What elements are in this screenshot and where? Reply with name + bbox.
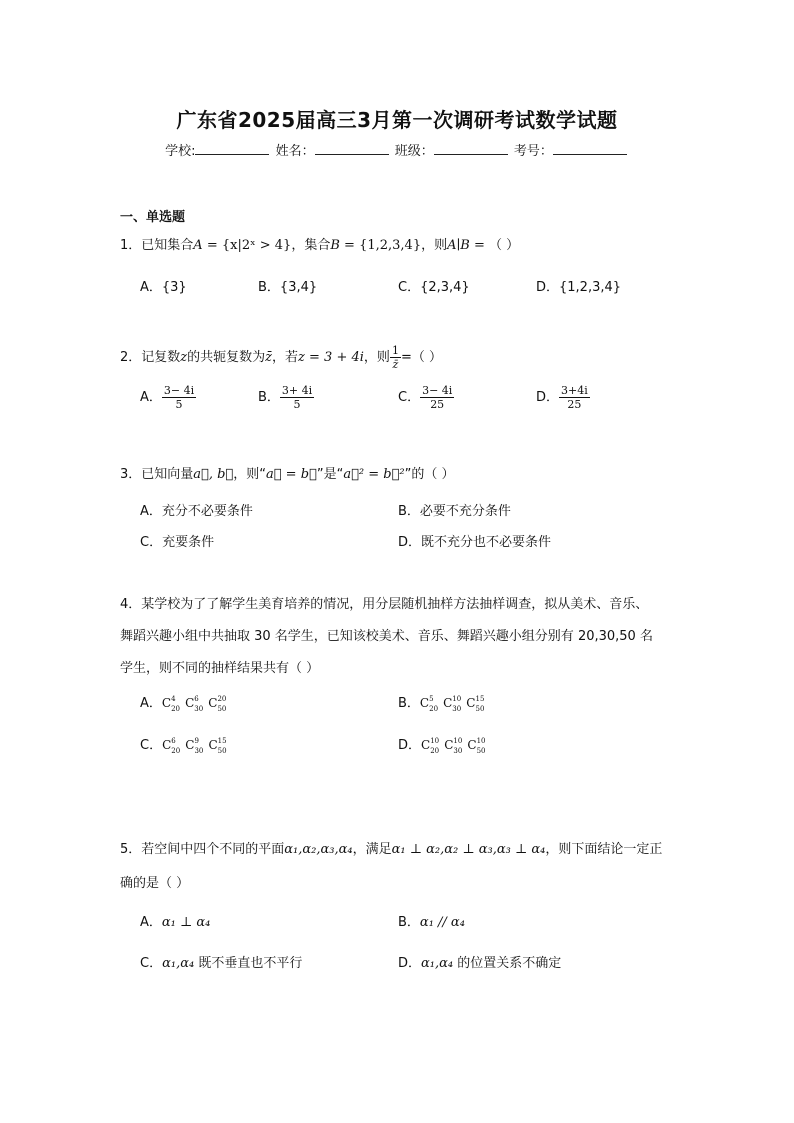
option-d[interactable]: D．{1,2,3,4}: [536, 280, 622, 295]
option-c[interactable]: C．充要条件: [140, 535, 215, 550]
student-info-line: [0, 140, 794, 159]
math-expr: z: [180, 350, 188, 365]
fraction: $\frac{3+ 4i}{5}$: [281, 384, 313, 411]
option-c[interactable]: C． $\frac{3- 4i}{25}$: [398, 384, 453, 411]
question-text: ，若: [272, 350, 299, 365]
option-c[interactable]: C．{2,3,4}: [398, 280, 470, 295]
math-expr: A: [193, 238, 203, 253]
math-expr: a⃗² = b⃗²: [343, 467, 405, 482]
option-a[interactable]: A．{3}: [140, 280, 187, 295]
name-blank[interactable]: [315, 142, 389, 155]
fraction: $\frac{3- 4i}{25}$: [422, 384, 453, 411]
question-number: 2．: [120, 350, 142, 365]
math-expr: z = 3 + 4i: [298, 350, 364, 365]
option-b[interactable]: B．α₁ // α₄: [398, 915, 465, 930]
math-expr: α₁,α₂,α₃,α₄: [284, 842, 353, 857]
question-text: ，则下面结论一定正: [545, 842, 663, 857]
class-blank[interactable]: [434, 142, 508, 155]
question-text: （ ）: [489, 238, 520, 253]
section-heading: 一、单选题: [120, 210, 186, 225]
school-blank[interactable]: [195, 142, 269, 155]
name-label: 姓名：: [275, 144, 315, 159]
option-d[interactable]: D．C 10 20 C 10 30 C 10 50: [398, 736, 486, 755]
school-label: 学校:: [165, 144, 196, 159]
question-text: 记复数: [141, 350, 181, 365]
question-number: 1．: [120, 238, 142, 253]
option-d[interactable]: D．既不充分也不必要条件: [398, 535, 552, 550]
option-a[interactable]: A．充分不必要条件: [140, 504, 253, 519]
question-text: 5．若空间中四个不同的平面: [120, 842, 285, 857]
question-text: 已知集合: [141, 238, 194, 253]
math-expr: {x|2ˣ > 4}: [221, 238, 292, 253]
class-label: 班级：: [394, 144, 434, 159]
option-b[interactable]: B．必要不充分条件: [398, 504, 511, 519]
question-4-line-3: 学生，则不同的抽样结果共有（ ）: [120, 661, 320, 676]
question-text: 已知向量: [141, 467, 194, 482]
math-expr: a⃗, b⃗: [193, 467, 234, 482]
math-expr: α₁ ⊥ α₂,α₂ ⊥ α₃,α₃ ⊥ α₄: [391, 842, 546, 857]
option-a[interactable]: A． $\frac{3- 4i}{5}$: [140, 384, 195, 411]
fraction: $\frac{3+4i}{25}$: [561, 384, 588, 411]
question-text: ，则“: [233, 467, 266, 482]
fraction: $\frac{1}{z̄}$: [391, 344, 399, 371]
option-b[interactable]: B．{3,4}: [258, 280, 318, 295]
option-d[interactable]: D．α₁,α₄ 的位置关系不确定: [398, 956, 562, 971]
option-a[interactable]: A．α₁ ⊥ α₄: [140, 915, 211, 930]
question-1: 1．已知集合A = {x|2ˣ > 4}，集合B = {1,2,3,4}，则A∣B = （ ）: [120, 238, 520, 253]
option-b[interactable]: B． $\frac{3+ 4i}{5}$: [258, 384, 313, 411]
number-blank[interactable]: [553, 142, 627, 155]
option-c[interactable]: C．C 6 20 C 9 30 C 15 50: [140, 736, 227, 755]
question-5-line-2: 确的是（ ）: [120, 876, 190, 891]
question-text: 的共轭复数为: [187, 350, 266, 365]
math-expr: A∣B: [447, 238, 470, 253]
question-4-line-1: 4．某学校为了了解学生美育培养的情况，用分层随机抽样方法抽样调查，拟从美术、音乐、: [120, 597, 649, 612]
fraction: $\frac{3- 4i}{5}$: [163, 384, 195, 411]
math-expr: a⃗ = b⃗: [266, 467, 317, 482]
option-d[interactable]: D． $\frac{3+4i}{25}$: [536, 384, 588, 411]
math-expr: {1,2,3,4}: [359, 238, 422, 253]
question-2: [120, 344, 442, 371]
option-a[interactable]: A．C 4 20 C 6 30 C 20 50: [140, 694, 227, 713]
question-number: 3．: [120, 467, 142, 482]
question-text: ，满足: [352, 842, 392, 857]
question-text: =（ ）: [400, 350, 442, 365]
question-5-line-1: [120, 838, 662, 857]
question-text: ，集合: [291, 238, 331, 253]
question-3: [120, 463, 454, 482]
question-text: ，则: [421, 238, 448, 253]
option-b[interactable]: B．C 5 20 C 10 30 C 15 50: [398, 694, 485, 713]
math-expr: B: [330, 238, 340, 253]
page-title: 广东省2025届高三3月第一次调研考试数学试题: [176, 108, 618, 132]
question-text: ，则: [363, 350, 390, 365]
question-text: ”的（ ）: [404, 467, 455, 482]
math-expr: z̄: [265, 350, 273, 365]
number-label: 考号：: [513, 144, 553, 159]
option-c[interactable]: C．α₁,α₄ 既不垂直也不平行: [140, 956, 303, 971]
question-text: ”是“: [316, 467, 344, 482]
question-4-line-2: 舞蹈兴趣小组中共抽取 30 名学生，已知该校美术、音乐、舞蹈兴趣小组分别有 20,30,50 名: [120, 629, 653, 644]
